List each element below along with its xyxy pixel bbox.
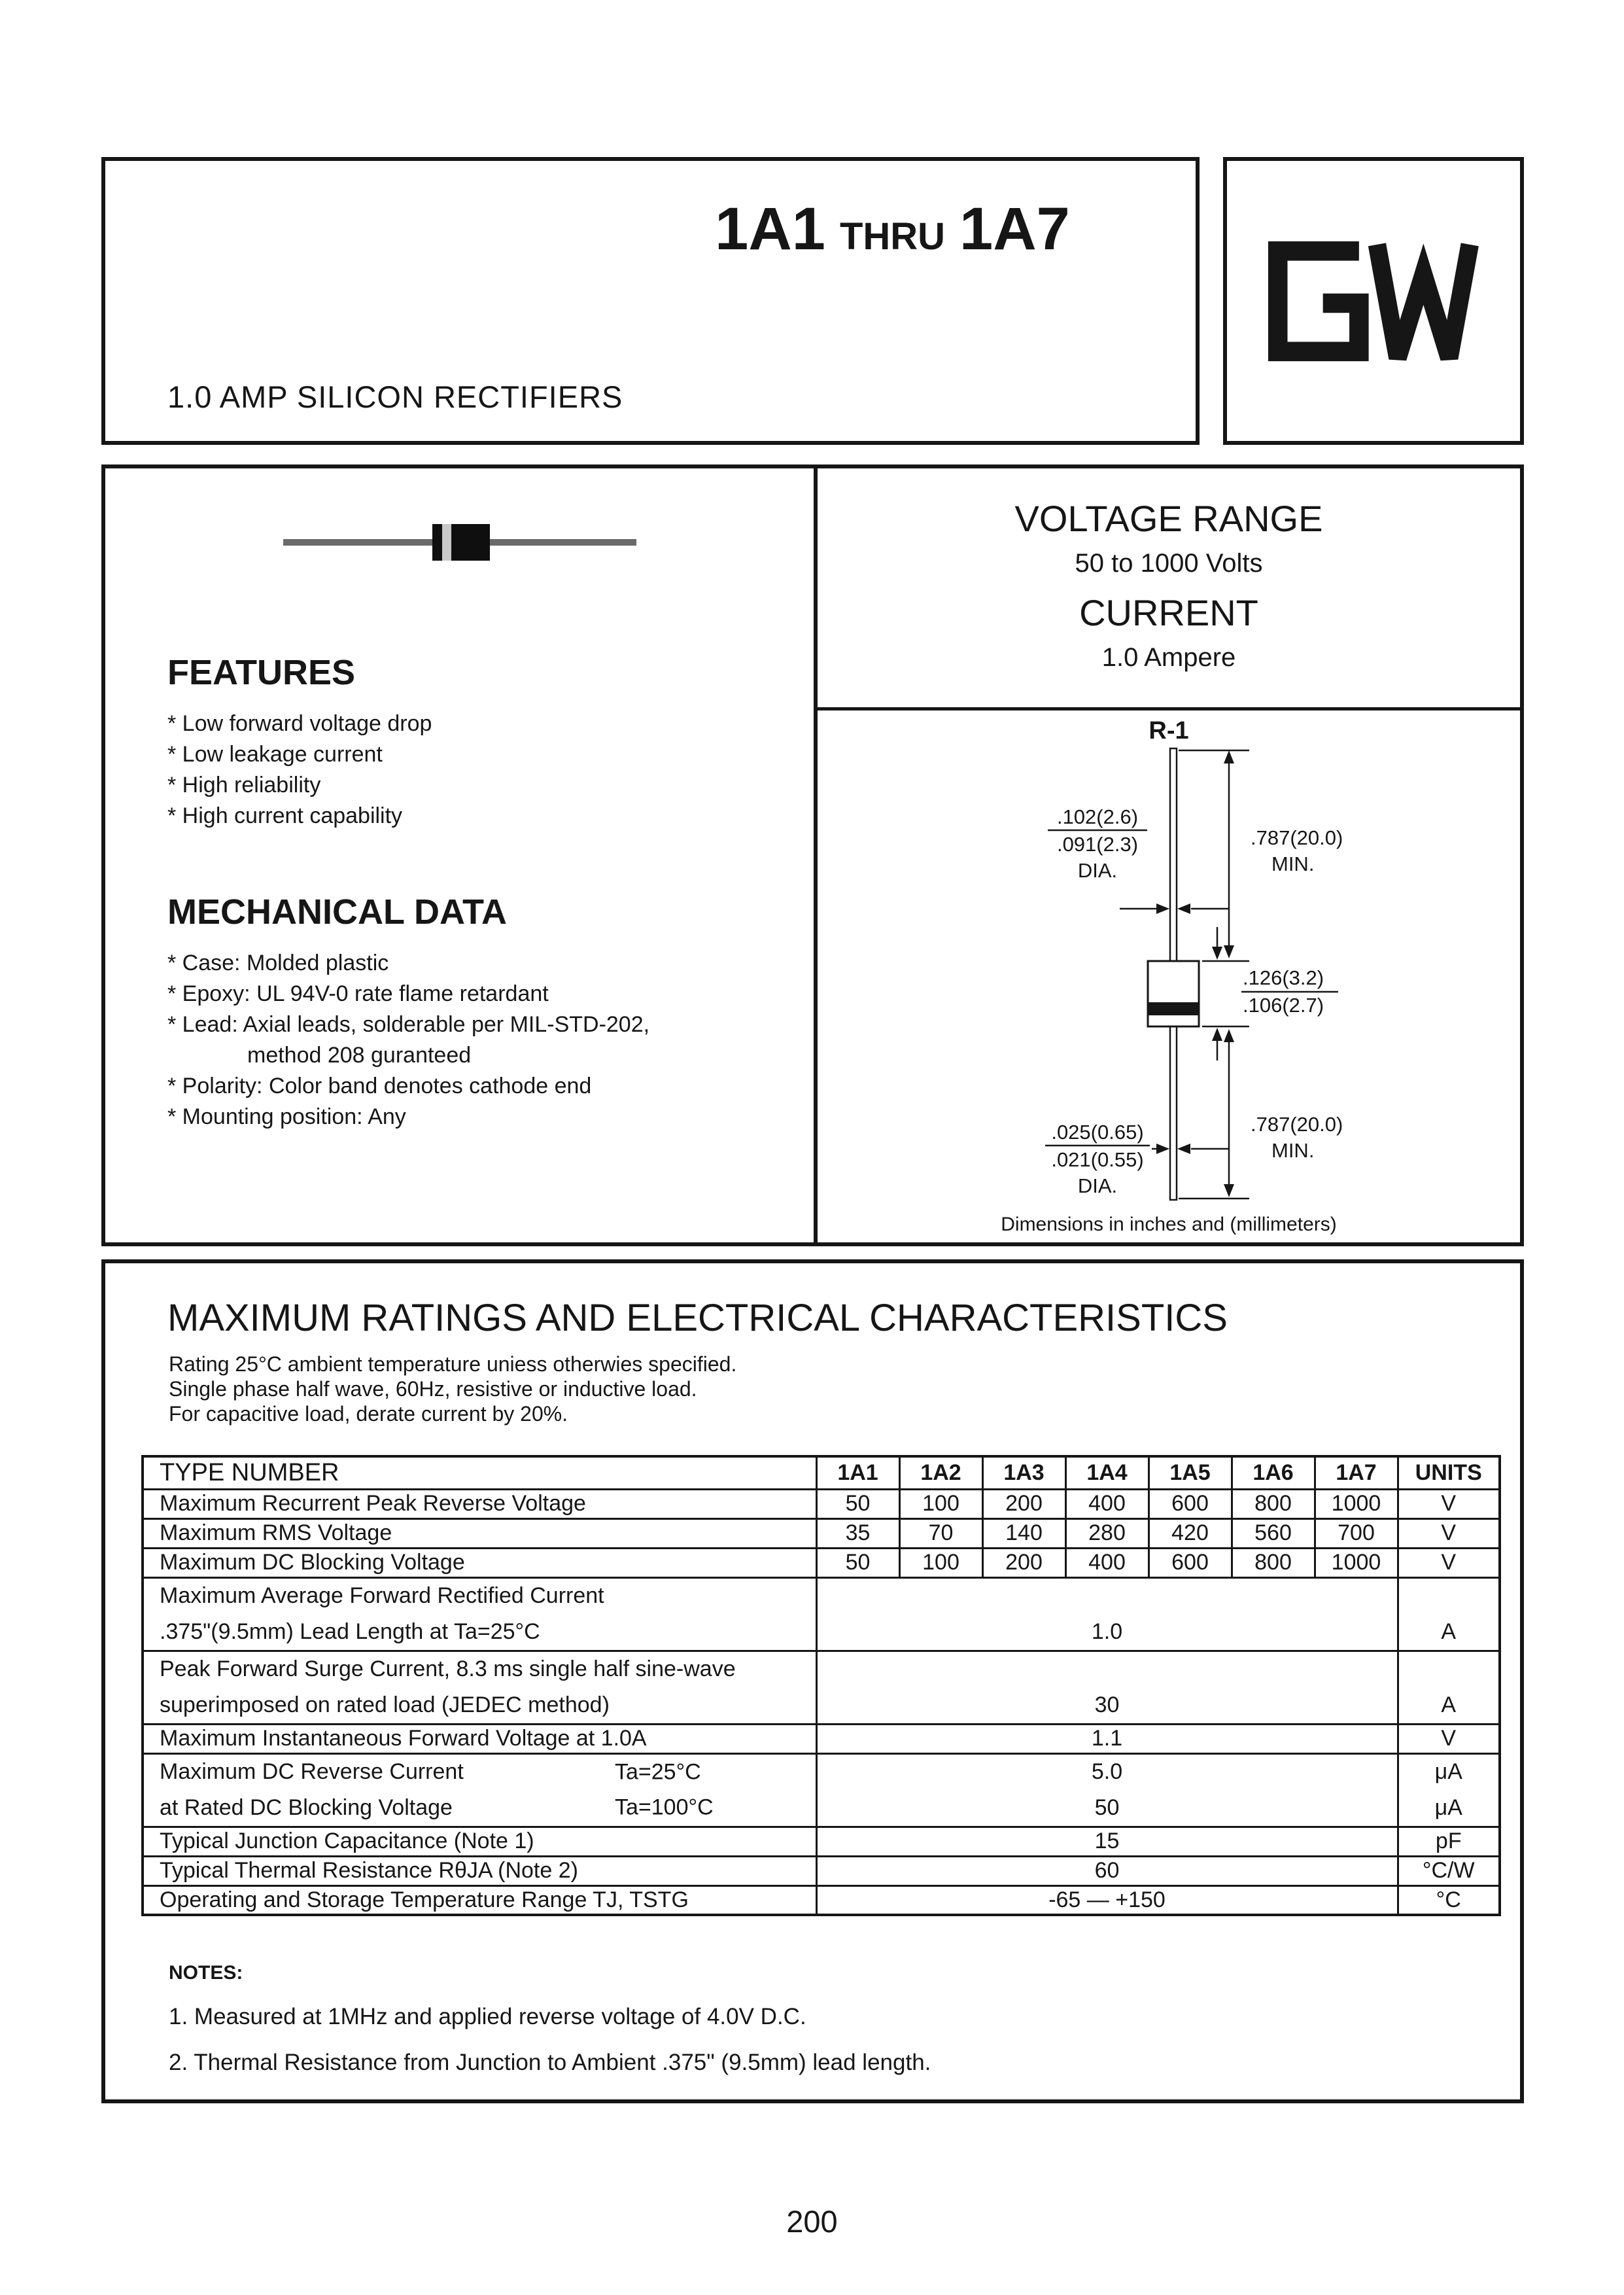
row-value: 140 <box>982 1518 1065 1548</box>
feature-item: * Low leakage current <box>167 742 383 767</box>
row-unit: V <box>1398 1724 1500 1753</box>
row-value: 200 <box>982 1489 1065 1518</box>
dimensions-caption: Dimensions in inches and (millimeters) <box>1001 1214 1337 1235</box>
row-value-span: 5.0 <box>816 1753 1398 1790</box>
mechanical-item: * Epoxy: UL 94V-0 rate flame retardant <box>167 981 549 1006</box>
row-value: 600 <box>1149 1489 1232 1518</box>
logo-letter-w <box>1377 244 1470 357</box>
row-condition: Ta=25°C <box>615 1759 701 1785</box>
package-name: R-1 <box>1149 717 1189 745</box>
dim-lead-length-top: .787(20.0) <box>1251 826 1343 849</box>
logo-letter-g <box>1277 251 1358 351</box>
table-row-ir100 <box>143 1790 1500 1827</box>
dim-body-dia-min: .091(2.3) <box>1056 833 1139 856</box>
ratings-conditions <box>169 1352 1520 1426</box>
column-header-part: 1A4 <box>1065 1456 1149 1489</box>
cathode-band-shape <box>442 524 451 561</box>
row-unit: V <box>1398 1518 1500 1548</box>
table-row-cj <box>143 1827 1500 1856</box>
column-header-units: UNITS <box>1398 1456 1500 1489</box>
row-value: 1000 <box>1315 1489 1398 1518</box>
row-value: 700 <box>1315 1518 1398 1548</box>
note-item: 1. Measured at 1MHz and applied reverse voltage of 4.0V D.C. <box>169 2004 806 2029</box>
row-value-span <box>816 1577 1398 1614</box>
row-value: 600 <box>1149 1548 1232 1577</box>
row-unit: V <box>1398 1489 1500 1518</box>
header-row <box>101 157 1524 445</box>
page-number: 200 <box>786 2204 838 2239</box>
row-unit: μA <box>1398 1790 1500 1827</box>
mechanical-item: * Polarity: Color band denotes cathode end <box>167 1074 592 1098</box>
package-dimension-diagram <box>818 745 1520 1210</box>
row-unit: μA <box>1434 1759 1462 1785</box>
row-value: 800 <box>1232 1548 1315 1577</box>
current-label: CURRENT <box>1079 592 1258 633</box>
row-value-span: 50 <box>816 1790 1398 1827</box>
condition-line: Single phase half wave, 60Hz, resistive or inductive load. <box>169 1377 697 1401</box>
row-label: Peak Forward Surge Current, 8.3 ms single half sine-wave <box>143 1651 816 1687</box>
row-value-span: 60 <box>816 1856 1398 1885</box>
part-range-start: 1A1 <box>715 196 825 262</box>
table-row-vrms <box>143 1518 1500 1548</box>
product-subtitle: 1.0 AMP SILICON RECTIFIERS <box>167 379 623 414</box>
row-value: 420 <box>1149 1518 1232 1548</box>
row-unit: A <box>1398 1614 1500 1651</box>
row-value: 100 <box>899 1548 982 1577</box>
table-row-ir25 <box>143 1753 1500 1790</box>
dim-lead-dia-min: .021(0.55) <box>1051 1148 1144 1171</box>
mechanical-item: * Case: Molded plastic <box>167 951 389 975</box>
row-value: 800 <box>1232 1489 1315 1518</box>
table-row-vrrm <box>143 1489 1500 1518</box>
overview-box <box>101 464 1524 1246</box>
row-value: 200 <box>982 1548 1065 1577</box>
row-value-span: 1.1 <box>816 1724 1398 1753</box>
package-body-shape <box>1148 961 1199 1026</box>
row-value: 400 <box>1065 1548 1149 1577</box>
row-label: Typical Thermal Resistance RθJA (Note 2) <box>143 1856 816 1885</box>
table-row-rthja <box>143 1856 1500 1885</box>
cathode-band-shape <box>1149 1002 1198 1015</box>
table-row-trange <box>143 1885 1500 1915</box>
feature-item: * High current capability <box>167 803 403 828</box>
mechanical-heading: MECHANICAL DATA <box>167 892 507 932</box>
feature-item: * Low forward voltage drop <box>167 711 432 736</box>
row-value-span: 30 <box>816 1687 1398 1724</box>
mechanical-item-continuation: method 208 guranteed <box>247 1043 472 1068</box>
row-label <box>143 1790 816 1827</box>
thru-label: THRU <box>839 215 946 258</box>
overview-left-column <box>105 468 814 1242</box>
row-label: superimposed on rated load (JEDEC method) <box>143 1687 816 1724</box>
dim-body-len-min: .106(2.7) <box>1243 994 1324 1017</box>
diode-package-image <box>283 524 636 561</box>
row-value: 35 <box>816 1518 899 1548</box>
current-value: 1.0 Ampere <box>1101 643 1236 672</box>
table-row-ifavg-line2 <box>143 1614 1500 1651</box>
row-label-text: at Rated DC Blocking Voltage <box>160 1795 453 1820</box>
row-value: 50 <box>816 1489 899 1518</box>
ratings-heading: MAXIMUM RATINGS AND ELECTRICAL CHARACTERISTICS <box>167 1297 1228 1339</box>
mechanical-list <box>167 948 814 1132</box>
note-item: 2. Thermal Resistance from Junction to Ambient .375" (9.5mm) lead length. <box>169 2050 931 2075</box>
dim-min-label: MIN. <box>1271 852 1315 875</box>
condition-line: Rating 25°C ambient temperature uniess otherwies specified. <box>169 1352 737 1376</box>
condition-line: For capacitive load, derate current by 20%. <box>169 1402 568 1426</box>
diode-body-shape <box>432 524 490 561</box>
row-unit: pF <box>1398 1827 1500 1856</box>
overview-right-column <box>814 468 1520 1242</box>
row-label <box>143 1753 816 1790</box>
features-list <box>167 709 814 832</box>
table-row-ifavg-line1 <box>143 1577 1500 1614</box>
row-value: 100 <box>899 1489 982 1518</box>
row-label-text: Maximum DC Reverse Current <box>160 1759 464 1785</box>
column-header-part: 1A6 <box>1232 1456 1315 1489</box>
dim-min-label: MIN. <box>1271 1139 1315 1162</box>
column-header-type-number: TYPE NUMBER <box>143 1456 816 1489</box>
row-label: .375"(9.5mm) Lead Length at Ta=25°C <box>143 1614 816 1651</box>
row-value: 50 <box>816 1548 899 1577</box>
voltage-range-value: 50 to 1000 Volts <box>1075 549 1263 578</box>
table-row-vf <box>143 1724 1500 1753</box>
row-unit <box>1398 1651 1500 1687</box>
row-value: 560 <box>1232 1518 1315 1548</box>
mechanical-item: * Lead: Axial leads, solderable per MIL-STD-202, <box>167 1012 650 1037</box>
row-value-span: 1.0 <box>816 1614 1398 1651</box>
row-value-span: -65 — +150 <box>816 1885 1398 1915</box>
ratings-table <box>141 1455 1501 1916</box>
dim-body-dia-max: .102(2.6) <box>1056 805 1139 828</box>
feature-item: * High reliability <box>167 773 321 797</box>
column-header-part: 1A7 <box>1315 1456 1398 1489</box>
row-label: Maximum Instantaneous Forward Voltage at 1.0A <box>143 1724 816 1753</box>
row-value: 1000 <box>1315 1548 1398 1577</box>
voltage-range-label: VOLTAGE RANGE <box>1014 498 1323 539</box>
gw-logo-icon <box>1261 237 1487 366</box>
mechanical-item: * Mounting position: Any <box>167 1104 406 1129</box>
brand-logo-box <box>1223 157 1524 445</box>
column-header-part: 1A5 <box>1149 1456 1232 1489</box>
table-row-ifsm-line2 <box>143 1687 1500 1724</box>
table-row-ifsm-line1 <box>143 1651 1500 1687</box>
column-header-part: 1A2 <box>899 1456 982 1489</box>
row-label: Typical Junction Capacitance (Note 1) <box>143 1827 816 1856</box>
row-unit: A <box>1398 1687 1500 1724</box>
table-header-row <box>143 1456 1500 1489</box>
row-value: 70 <box>899 1518 982 1548</box>
column-header-part: 1A1 <box>816 1456 899 1489</box>
ratings-section <box>101 1259 1524 2103</box>
row-value-span <box>816 1651 1398 1687</box>
row-unit: °C <box>1398 1885 1500 1915</box>
row-value: 280 <box>1065 1518 1149 1548</box>
row-value: 400 <box>1065 1489 1149 1518</box>
notes-heading: NOTES: <box>169 1962 243 1984</box>
row-unit: V <box>1398 1548 1500 1577</box>
row-unit <box>1398 1577 1500 1614</box>
table-row-vdc <box>143 1548 1500 1577</box>
ratings-summary <box>818 468 1520 710</box>
row-label: Maximum Average Forward Rectified Current <box>143 1577 816 1614</box>
dim-lead-length-bottom: .787(20.0) <box>1251 1113 1343 1136</box>
column-header-part: 1A3 <box>982 1456 1065 1489</box>
row-label: Operating and Storage Temperature Range TJ, TSTG <box>143 1885 816 1915</box>
dim-lead-dia-max: .025(0.65) <box>1051 1121 1144 1144</box>
part-range-end: 1A7 <box>959 196 1070 262</box>
features-heading: FEATURES <box>167 653 356 692</box>
row-label: Maximum DC Blocking Voltage <box>143 1548 816 1577</box>
title-box <box>101 157 1200 445</box>
dim-dia-label: DIA. <box>1077 859 1118 882</box>
dim-body-len-max: .126(3.2) <box>1243 966 1324 989</box>
row-unit: °C/W <box>1398 1856 1500 1885</box>
dim-dia-label: DIA. <box>1077 1174 1118 1197</box>
part-number-title <box>105 161 1196 264</box>
row-condition: Ta=100°C <box>615 1795 714 1820</box>
row-label: Maximum RMS Voltage <box>143 1518 816 1548</box>
row-label: Maximum Recurrent Peak Reverse Voltage <box>143 1489 816 1518</box>
row-value-span: 15 <box>816 1827 1398 1856</box>
